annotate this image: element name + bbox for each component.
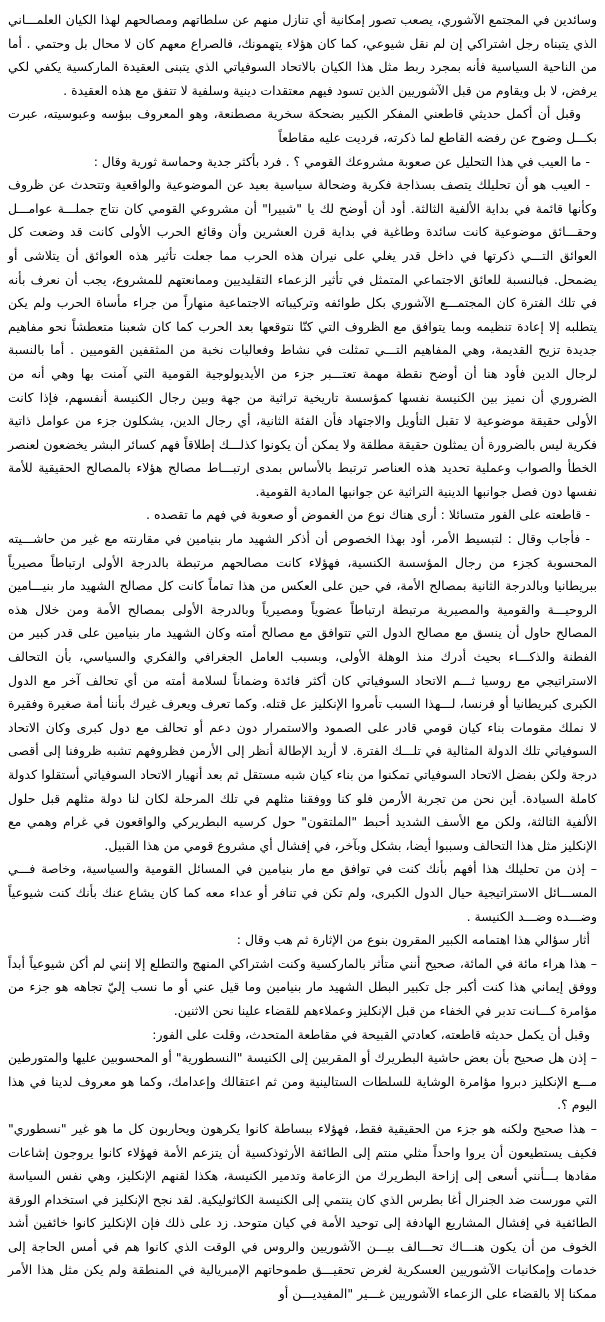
paragraph-dialogue: – إذن من تحليلك هذا أفهم بأنك كنت في توافق مع مار بنيامين في المسائل القومية والسياسية، وخاصة فـــي المســـائل الاستراتيجية حيال الدول الكبرى، ولم تكن في تنافر أو عداء معه كما كان يشاع عنك بأنك كنت شيوعياً وضـــده وضـــد الكنيسة .: [8, 861, 597, 924]
paragraph-dialogue: - العيب هو أن تحليلك يتصف بسذاجة فكرية وضحالة سياسية بعيد عن الموضوعية والواقعية وتتحدث عن ظروف وكأنها قائمة في بداية الألفية الثالثة. أود أن أوضح لك يا "شبيرا" أن مشروعي القومي كان نتاج جملـــة عوامـــل وحقـــائق موضوعية كانت سائدة وطاغية في بداية قرن العشرين وأن وقائع الحرب الأولى كانت قد وضعت كل العوائق التـــي ذكرتها في داخل قدر يغلي على نيران هذه الحرب مما جعلت تأثير هذه العوائق أن يتلاشى أو يضمحل. فبالنسبة للعائق الاجتماعي المتمثل في تأثير الزعماء التقليديين وممانعتهم للمشروع، يجب أن نعرف بأنه في تلك الفترة كان المجتمـــع الآشوري بكل طوائفه وتركيباته الاجتماعية منهاراً من جراء مأساة الحرب ولم يكن يتطلبه إلا إعادة تنظيمه وبما يتوافق مع الظروف التي كنّا نتوقعها بعد الحرب كما كان شعبنا متعطشاً نحو مفاهيم جديدة تزيح القديمة، وهي المفاهيم التـــي تمثلت في نشاط وفعاليات نخبة من المثقفين القوميين . أما بالنسبة لرجال الدين فأود هنا أن أوضح نقطة مهمة تعتـــبر جزء من الأيديولوجية القومية التي آمنت بها وهي أنه من الضروري أن نميز بين الكنيسة نفسها كمؤسسة تاريخية تراثية من جهة وبين رجال الكنيسة أنفسهم، فإذا كانت الأولى حقيقة موضوعية لا تقبل التأويل والاجتهاد فأن الفئة الثانية، أي رجال الدين، يشكلون جزء من عوامل ذاتية فكرية ليس بالضرورة أن يمثلون حقيقة مطلقة ولا يمكن أن يكونوا كذلـــك إطلاقاً فهم كسائر البشر يخضعون لعنصر الخطأ والصواب وعملية تحديد هذه العناصر ترتبط بالأساس بمدى ارتبـــاط مصالح هؤلاء بالمصالح الحقيقية للأمة نفسها دون فصل جوانبها الدينية التراثية عن جوانبها المادية القومية.: [8, 177, 597, 499]
paragraph-dialogue: – إذن هل صحيح بأن بعض حاشية البطريرك أو المقربين إلى الكنيسة "النسطورية" أو المحسوبين عليها والمتورطين مـــع الإنكليز دبروا مؤامرة الوشاية للسلطات الستالينية ومن ثم اعتقالك وإعدامك، وكما هو معروف لدينا في هذا اليوم ؟.: [8, 1050, 597, 1113]
paragraph-dialogue: – هذا هراء مائة في المائة، صحيح أنني متأثر بالماركسية وكنت اشتراكي المنهج والتطلع إلا إنني لم أكن شيوعياً أبداً ووفق إيماني هذا كنت أكبر جل تكبير البطل الشهيد مار بنيامين وما قيل عني أو ما نسب إليّ تجاهه هو جزء من مؤامرة كـــانت تدبر في الخفاء من قبل الإنكليز وعملاءهم للقضاء علينا نحن الاثنين.: [8, 955, 597, 1018]
paragraph-dialogue: – هذا صحيح ولكنه هو جزء من الحقيقية فقط، فهؤلاء ببساطة كانوا يكرهون ويحاربون كل ما هو غير "نسطوري" فكيف يستطيعون أن يروا واحداً مثلي منتم إلى الطائفة الأرثوذكسية أن يتزعم الأمة فهؤلاء كانوا يروجون إشاعات مفادها بـــأنني أسعى إلى إزاحة البطريرك من الزعامة وتدمير الكنيسة، هكذا لقنهم الإنكليز، وهي نفس السياسة التي مورست ضد الجنرال أغا بطرس الذي كان ينتمي إلى الكنيسة الكاثوليكية. لقد نجح الإنكليز في استخدام الورقة الطائفية في إفشال المشاريع الهادفة إلى توحيد الأمة في كيان متوحد. زد على ذلك فإن الإنكليز كانوا خائفين أشد الخوف من أن يكون هنـــاك تحـــالف بيـــن الآشوريين والروس في الوقت الذي كانوا هم في أمس الحاجة إلى خدمات وإمكانيات الآشوريين العسكرية لغرض تحقيـــق طموحاتهم الإمبريالية في المنطقة ولم يكن مثل هذا الأمر ممكنا إلا بالقضاء على الزعماء الآشوريين غـــير "المفيديـــن أو: [8, 1120, 597, 1302]
paragraph-narration: وقبل أن أكمل حديثي قاطعني المفكر الكبير بضحكة سخرية مصطنعة، وهو المعروف ببؤسه وعبوسيته، عبرت بكـــل وضوح عن رفضه القاطع لما ذكرته، فرديت عليه مقاطعاً: [8, 106, 597, 145]
paragraph-continuation: وسائدين في المجتمع الآشوري، يصعب تصور إمكانية أي تنازل منهم عن سلطاتهم ومصالحهم لهذا الكيان العلمـــاني الذي يتبناه رجل اشتراكي إن لم نقل شيوعي، كما كان هؤلاء يتهمونك، فالصراع معهم كان لا محال بل وحتمي . أما من الناحية السياسية فأنه بمجرد ربط مثل هذا الكيان بالاتحاد السوفياتي الذي يتبنى العقيدة الماركسية يكفي لكي يرفض، لا بل ويقاوم من قبل الآشوريين الذين تسود فيهم معتقدات دينية وسلفية لا تتفق مع هذه العقيدة .: [8, 12, 597, 98]
paragraph-dialogue: - ما العيب في هذا التحليل عن صعوبة مشروعك القومي ؟ . فرد بأكثر جدية وحماسة ثورية وقال :: [93, 153, 590, 169]
paragraph-dialogue: - فأجاب وقال : لتبسيط الأمر، أود بهذا الخصوص أن أذكر الشهيد مار بنيامين في مقارنته مع غير من حاشـــيته المحسوبة كجزء من رجال المؤسسة الكنسية، فهؤلاء كانت مصالحهم مرتبطة بالدرجة الأولى ارتباطاً مصيرياً ببريطانيا وبالدرجة الثانية بمصالح الأمة، في حين على العكس من هذا تماماً كانت كل مصالح الشهيد مار بنيـــامين الروحيـــة والقومية والمصيرية مرتبطة ارتباطاً عضوياً ومصيرياً وبالدرجة الأولى بمصالح الأمة ومن خلال هذه المصالح حاول أن ينسق مع مصالح الدول التي تتوافق مع مصالح أمته وكان الشهيد مار بنيامين على قدر كبير من الفطنة والذكـــاء بحيث أدرك منذ الوهلة الأولى، وبسبب العامل الجغرافي والفكري والسياسي، بأن التحالف الاستراتيجي مع روسيا ثـــم الاتحاد السوفياتي كان أكثر فائدة وضماناً لسلامة أمته من أي تحالف آخر مع الدول الكبرى كبريطانيا أو فرنسا، لـــهذا السبب تأمروا الإنكليز عل قتله. وكما تعرف ويعرف غيرك بأننا أمة صغيرة وفقيرة لا نملك مقومات بناء كيان قومي قادر على الصمود والاستمرار دون دعم أو تحالف مع دول كبرى وكان الاتحاد السوفياتي تلك الدولة المثالية في تلـــك الفترة. لا أريد الإطالة أنظر إلى الأرمن فظروفهم تشبه ظروفنا إلى أقصى درجة ولكن بفضل الاتحاد السوفياتي تمكنوا من بناء كيان شبه مستقل ثم بعد أنهيار الاتحاد السوفياتي أستقلوا كدولة كاملة السيادة. أين نحن من تجربة الأرمن فلو كنا ووفقنا مثلهم في تلك المرحلة لكان لنا دولة مثلهم قبل حلول الألفية الثالثة، ولكن مع الأسف الشديد أحبط "الملتقون" حول كرسيه البطريركي والواقعون في غرام وهمي مع الإنكليز مثل هذا التحالف وسببوا أيضا، بشكل وبآخر، في إفشال أي مشروع قومي من هذا القبيل.: [8, 531, 597, 853]
paragraph-narration: وقبل أن يكمل حديثه قاطعته، كعادتي القبيحة في مقاطعة المتحدث، وقلت على الفور:: [152, 1026, 590, 1042]
paragraph-dialogue: - قاطعته على الفور متسائلا : أرى هناك نوع من الغموض أو صعوبة في فهم ما تقصده .: [146, 507, 590, 523]
paragraph-narration: أثار سؤالي هذا اهتمامه الكبير المقرون بنوع من الإثارة ثم هب وقال :: [236, 932, 590, 948]
